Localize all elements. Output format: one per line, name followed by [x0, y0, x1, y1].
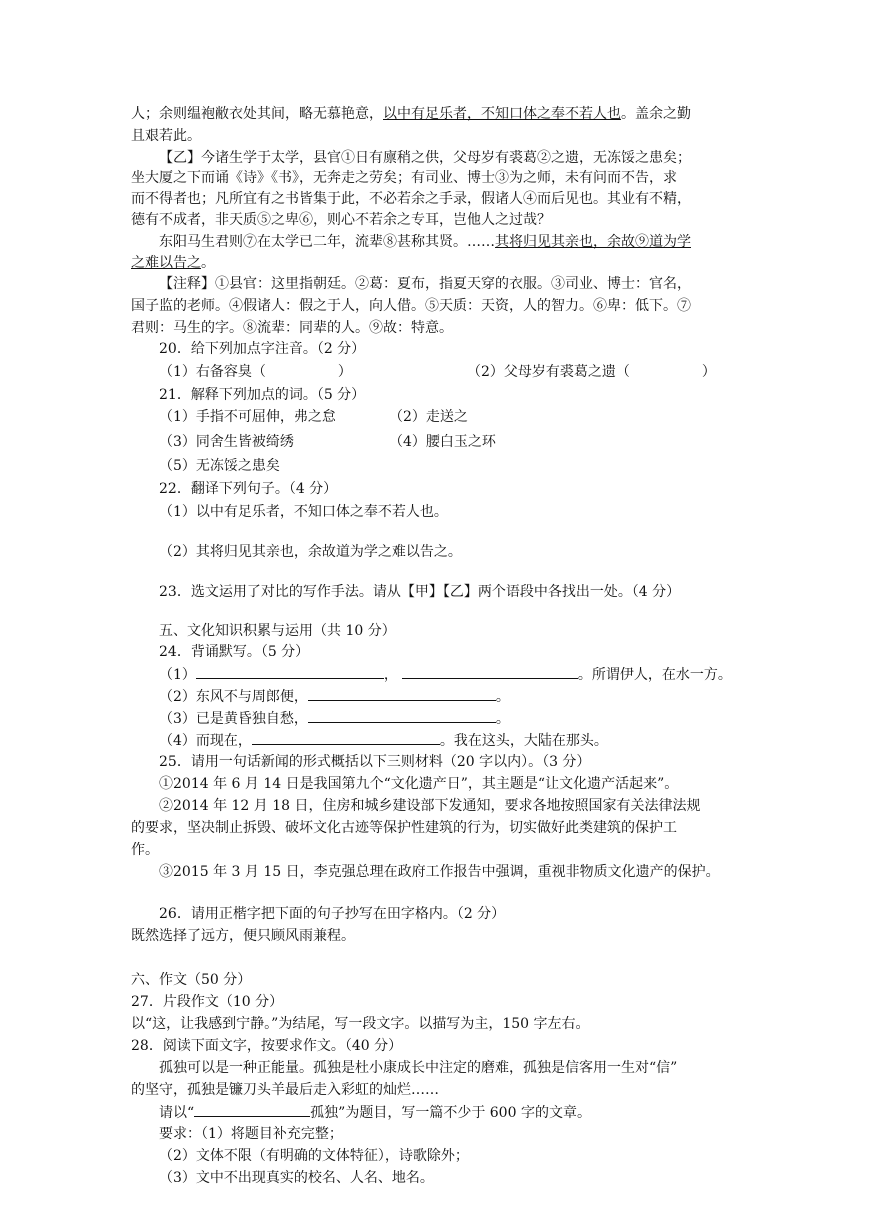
q25-material-2: ②2014 年 12 月 18 日，住房和城乡建设部下发通知，要求各地按照国家有关法律法规	[159, 798, 701, 814]
question-25: 25．请用一句话新闻的形式概括以下三则材料（20 字以内）。（3 分）	[159, 754, 591, 770]
q28-req-3: （3）文中不出现真实的校名、人名、地名。	[159, 1170, 434, 1186]
text-line: 国子监的老师。④假诸人：假之于人，向人借。⑤天质：天资，人的智力。⑥卑：低下。⑦	[131, 298, 691, 314]
text-line: 之难以告之。	[131, 255, 215, 271]
text-line: 君则：马生的字。⑧流辈：同辈的人。⑨故：特意。	[131, 320, 453, 336]
text-line: 且艰若此。	[131, 128, 201, 144]
question-22: 22．翻译下列句子。（4 分）	[159, 481, 338, 497]
q21-item-1: （1）手指不可屈伸，弗之怠	[159, 409, 336, 425]
text-line: 的要求，坚决制止拆毁、破坏文化古迹等保护性建筑的行为，切实做好此类建筑的保护工	[131, 820, 677, 836]
question-27: 27．片段作文（10 分）	[131, 994, 284, 1010]
q28-req-1: 要求：（1）将题目补充完整；	[159, 1126, 343, 1142]
q25-material-3: ③2015 年 3 月 15 日，李克强总理在政府工作报告中强调，重视非物质文化遗产的保护。	[159, 864, 720, 880]
text-line: 东阳马生君则⑦在太学已二年，流辈⑧甚称其贤。……其将归见其亲也，余故⑨道为学	[159, 234, 691, 250]
q20-item-2: （2）父母岁有裘葛之遗（ ）	[467, 364, 716, 380]
q24-item-1: （1） ， 。所谓伊人，在水一方。	[159, 664, 732, 685]
passage-yi: 【乙】今诸生学于太学，县官①日有廪稍之供，父母岁有裘葛②之遗，无冻馁之患矣；	[159, 150, 691, 166]
text-line: 坐大厦之下而诵《诗》《书》，无奔走之劳矣；有司业、博士③为之师，未有问而不告，求	[131, 170, 677, 186]
q28-req-2: （2）文体不限（有明确的文体特征），诗歌除外；	[159, 1148, 469, 1164]
q27-text: 以“这，让我感到宁静。”为结尾，写一段文字。以描写为主，150 字左右。	[131, 1016, 590, 1032]
text-line: 的坚守，孤独是镰刀头羊最后走入彩虹的灿烂……	[131, 1082, 439, 1098]
section-6-title: 六、作文（50 分）	[131, 972, 252, 988]
q22-item-2: （2）其将归见其亲也，余故道为学之难以告之。	[159, 544, 462, 560]
q20-item-1: （1）右备容臭（ ）	[159, 364, 352, 380]
question-28: 28．阅读下面文字，按要求作文。（40 分）	[131, 1038, 403, 1054]
question-21: 21．解释下列加点的词。（5 分）	[159, 387, 366, 403]
q24-item-2: （2）东风不与周郎便， 。	[159, 686, 510, 707]
q24-item-3: （3）已是黄昏独自愁， 。	[159, 708, 510, 729]
question-24: 24．背诵默写。（5 分）	[159, 644, 310, 660]
q21-item-4: （4）腰白玉之环	[389, 434, 496, 450]
q21-item-2: （2）走送之	[389, 409, 468, 425]
q21-item-3: （3）同舍生皆被绮绣	[159, 434, 294, 450]
question-23: 23．选文运用了对比的写作手法。请从【甲】【乙】两个语段中各找出一处。（4 分）	[159, 584, 681, 600]
q24-item-4: （4）而现在， 。我在这头，大陆在那头。	[159, 730, 608, 751]
q28-prompt: 请以“ 孤独”为题目，写一篇不少于 600 字的文章。	[159, 1102, 591, 1123]
question-20: 20．给下列加点字注音。（2 分）	[159, 341, 366, 357]
text-line: 德有不成者，非天质⑤之卑⑥，则心不若余之专耳，岂他人之过哉？	[131, 212, 551, 228]
q22-item-1: （1）以中有足乐者，不知口体之奉不若人也。	[159, 504, 448, 520]
text-line: 作。	[131, 842, 159, 858]
q28-text: 孤独可以是一种正能量。孤独是杜小康成长中注定的磨难，孤独是信客用一生对“信”	[159, 1060, 678, 1076]
q25-material-1: ①2014 年 6 月 14 日是我国第九个“文化遗产日”，其主题是“让文化遗产活起来”。	[159, 776, 679, 792]
text-line: 而不得者也；凡所宜有之书皆集于此，不必若余之手录，假诸人④而后见也。其业有不精，	[131, 191, 691, 207]
section-5-title: 五、文化知识积累与运用（共 10 分）	[159, 623, 396, 639]
q21-item-5: （5）无冻馁之患矣	[159, 458, 280, 474]
question-26: 26．请用正楷字把下面的句子抄写在田字格内。（2 分）	[159, 906, 506, 922]
q26-text: 既然选择了远方，便只顾风雨兼程。	[131, 928, 355, 944]
text-line: 人；余则缊袍敝衣处其间，略无慕艳意，以中有足乐者，不知口体之奉不若人也。盖余之勤	[131, 106, 691, 122]
notes: 【注释】①县官：这里指朝廷。②葛：夏布，指夏天穿的衣服。③司业、博士：官名，	[159, 276, 691, 292]
